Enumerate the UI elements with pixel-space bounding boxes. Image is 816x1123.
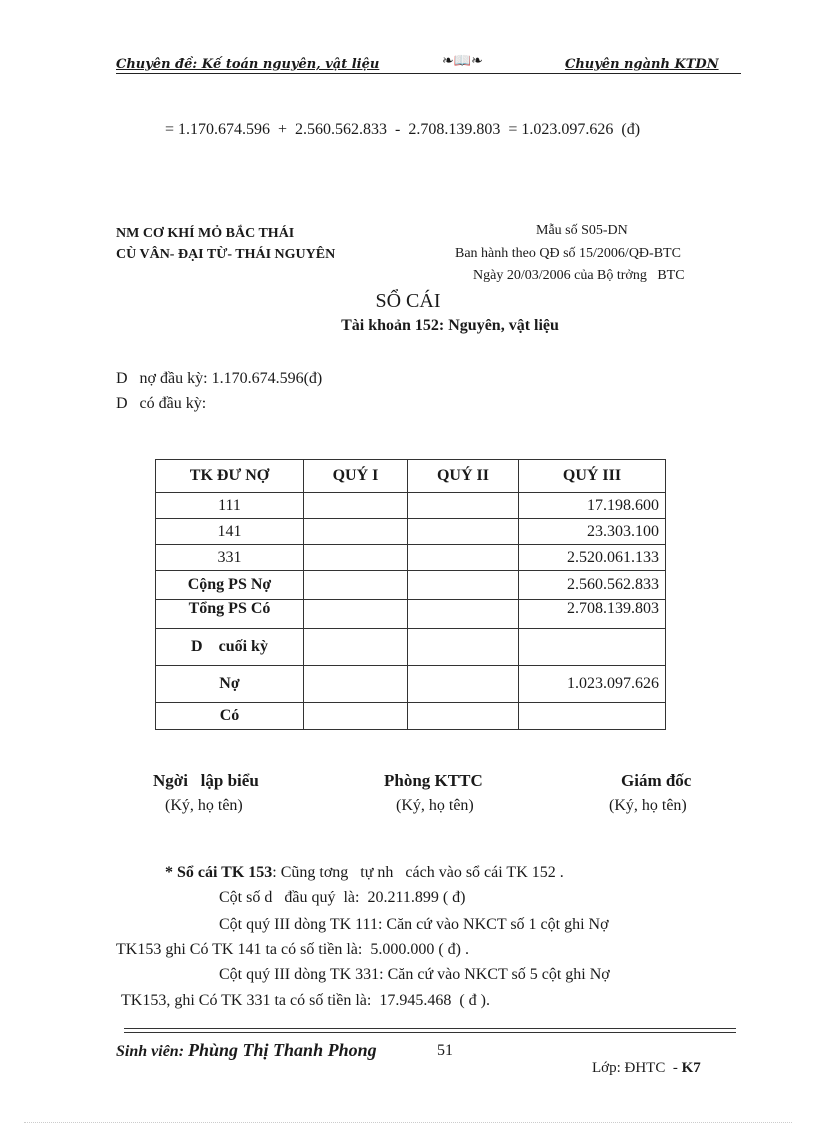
row-q2 — [408, 600, 519, 629]
row-label: Có — [156, 703, 304, 730]
opening-debit: D nợ đầu kỳ: 1.170.674.596(đ) — [116, 370, 323, 387]
paragraph-tk111-b: TK153 ghi Có TK 141 ta có số tiền là: 5.000.000 ( đ) . — [116, 941, 469, 958]
table-row — [156, 666, 666, 703]
row-q3: 23.303.100 — [519, 519, 666, 545]
paragraph-tk331-b: TK153, ghi Có TK 331 ta có số tiền là: 17.945.468 ( đ ). — [121, 992, 490, 1009]
paragraph-tk153-title: * Sổ cái TK 153 — [165, 864, 273, 881]
header-topic: Chuyên đề: Kế toán nguyên, vật liệu — [116, 57, 380, 72]
footer-class-code: K7 — [681, 1060, 701, 1076]
row-q3 — [519, 703, 666, 730]
header-q2: QUÝ II — [408, 460, 519, 493]
paragraph-tk153-text: : Cũng tơng tự nh cách vào sổ cái TK 152 . — [272, 864, 564, 881]
table-header-row — [156, 460, 666, 493]
paragraph-tk153 — [165, 864, 564, 882]
footer-divider-top — [124, 1028, 736, 1029]
row-label: 331 — [156, 545, 304, 571]
row-label: Tổng PS Có — [156, 600, 304, 629]
row-q1 — [304, 571, 408, 600]
row-q3: 2.708.139.803 — [519, 600, 666, 629]
signature-preparer-role: Ngời lập biểu — [153, 771, 259, 790]
form-decision: Ban hành theo QĐ số 15/2006/QĐ-BTC — [455, 246, 681, 261]
signature-dept-note: (Ký, họ tên) — [396, 797, 474, 814]
row-label: D cuối kỳ — [156, 629, 304, 666]
footer-divider-bottom — [124, 1032, 736, 1033]
header-q1: QUÝ I — [304, 460, 408, 493]
signature-director-note: (Ký, họ tên) — [609, 797, 687, 814]
form-date: Ngày 20/03/2006 của Bộ trởng BTC — [473, 268, 685, 283]
page-subtitle: Tài khoản 152: Nguyên, vật liệu — [341, 317, 559, 334]
row-q2 — [408, 519, 519, 545]
row-q1 — [304, 703, 408, 730]
form-number: Mẫu số S05-DN — [536, 223, 628, 238]
page-title: SỔ CÁI — [375, 290, 441, 312]
row-label: Nợ — [156, 666, 304, 703]
footer-student — [116, 1040, 377, 1061]
paragraph-tk331-a: Cột quý III dòng TK 331: Căn cứ vào NKCT số 5 cột ghi Nợ — [219, 966, 610, 983]
header-account: TK ĐƯ NỢ — [156, 460, 304, 493]
footer-student-label: Sinh viên: — [116, 1043, 189, 1060]
paragraph-tk111-a: Cột quý III dòng TK 111: Căn cứ vào NKCT số 1 cột ghi Nợ — [219, 916, 609, 933]
row-q1 — [304, 600, 408, 629]
company-address: CÙ VÂN- ĐẠI TỪ- THÁI NGUYÊN — [116, 247, 336, 262]
header-q3: QUÝ III — [519, 460, 666, 493]
row-q3: 1.023.097.626 — [519, 666, 666, 703]
row-q2 — [408, 703, 519, 730]
signature-dept-role: Phòng KTTC — [384, 771, 483, 790]
table-row — [156, 493, 666, 519]
row-q3 — [519, 629, 666, 666]
row-q1 — [304, 519, 408, 545]
paragraph-opening: Cột số d đầu quý là: 20.211.899 ( đ) — [219, 889, 466, 906]
footer-class — [592, 1060, 701, 1077]
row-q2 — [408, 571, 519, 600]
book-ornament-icon: ❧📖❧ — [442, 54, 483, 69]
formula-line: = 1.170.674.596 + 2.560.562.833 - 2.708.139.803 = 1.023.097.626 (đ) — [165, 121, 641, 138]
table-row — [156, 571, 666, 600]
table-row — [156, 545, 666, 571]
row-label: 141 — [156, 519, 304, 545]
footer-class-label: Lớp: ĐHTC - — [592, 1060, 682, 1076]
page-number: 51 — [437, 1042, 453, 1059]
table-row — [156, 519, 666, 545]
table-row — [156, 629, 666, 666]
row-label: 111 — [156, 493, 304, 519]
signature-director-role: Giám đốc — [621, 771, 692, 790]
row-q3: 2.520.061.133 — [519, 545, 666, 571]
row-q3: 2.560.562.833 — [519, 571, 666, 600]
row-label: Cộng PS Nợ — [156, 571, 304, 600]
table-row — [156, 600, 666, 629]
company-name: NM CƠ KHÍ MỎ BẮC THÁI — [116, 226, 295, 241]
opening-credit: D có đầu kỳ: — [116, 395, 207, 412]
ledger-table — [155, 459, 666, 730]
footer-student-name: Phùng Thị Thanh Phong — [188, 1040, 377, 1060]
row-q1 — [304, 545, 408, 571]
table-row — [156, 703, 666, 730]
header-major: Chuyên ngành KTDN — [565, 57, 719, 72]
signature-preparer-note: (Ký, họ tên) — [165, 797, 243, 814]
row-q2 — [408, 629, 519, 666]
header-divider — [116, 73, 741, 74]
row-q2 — [408, 545, 519, 571]
row-q1 — [304, 666, 408, 703]
row-q3: 17.198.600 — [519, 493, 666, 519]
row-q2 — [408, 666, 519, 703]
row-q2 — [408, 493, 519, 519]
row-q1 — [304, 629, 408, 666]
row-q1 — [304, 493, 408, 519]
